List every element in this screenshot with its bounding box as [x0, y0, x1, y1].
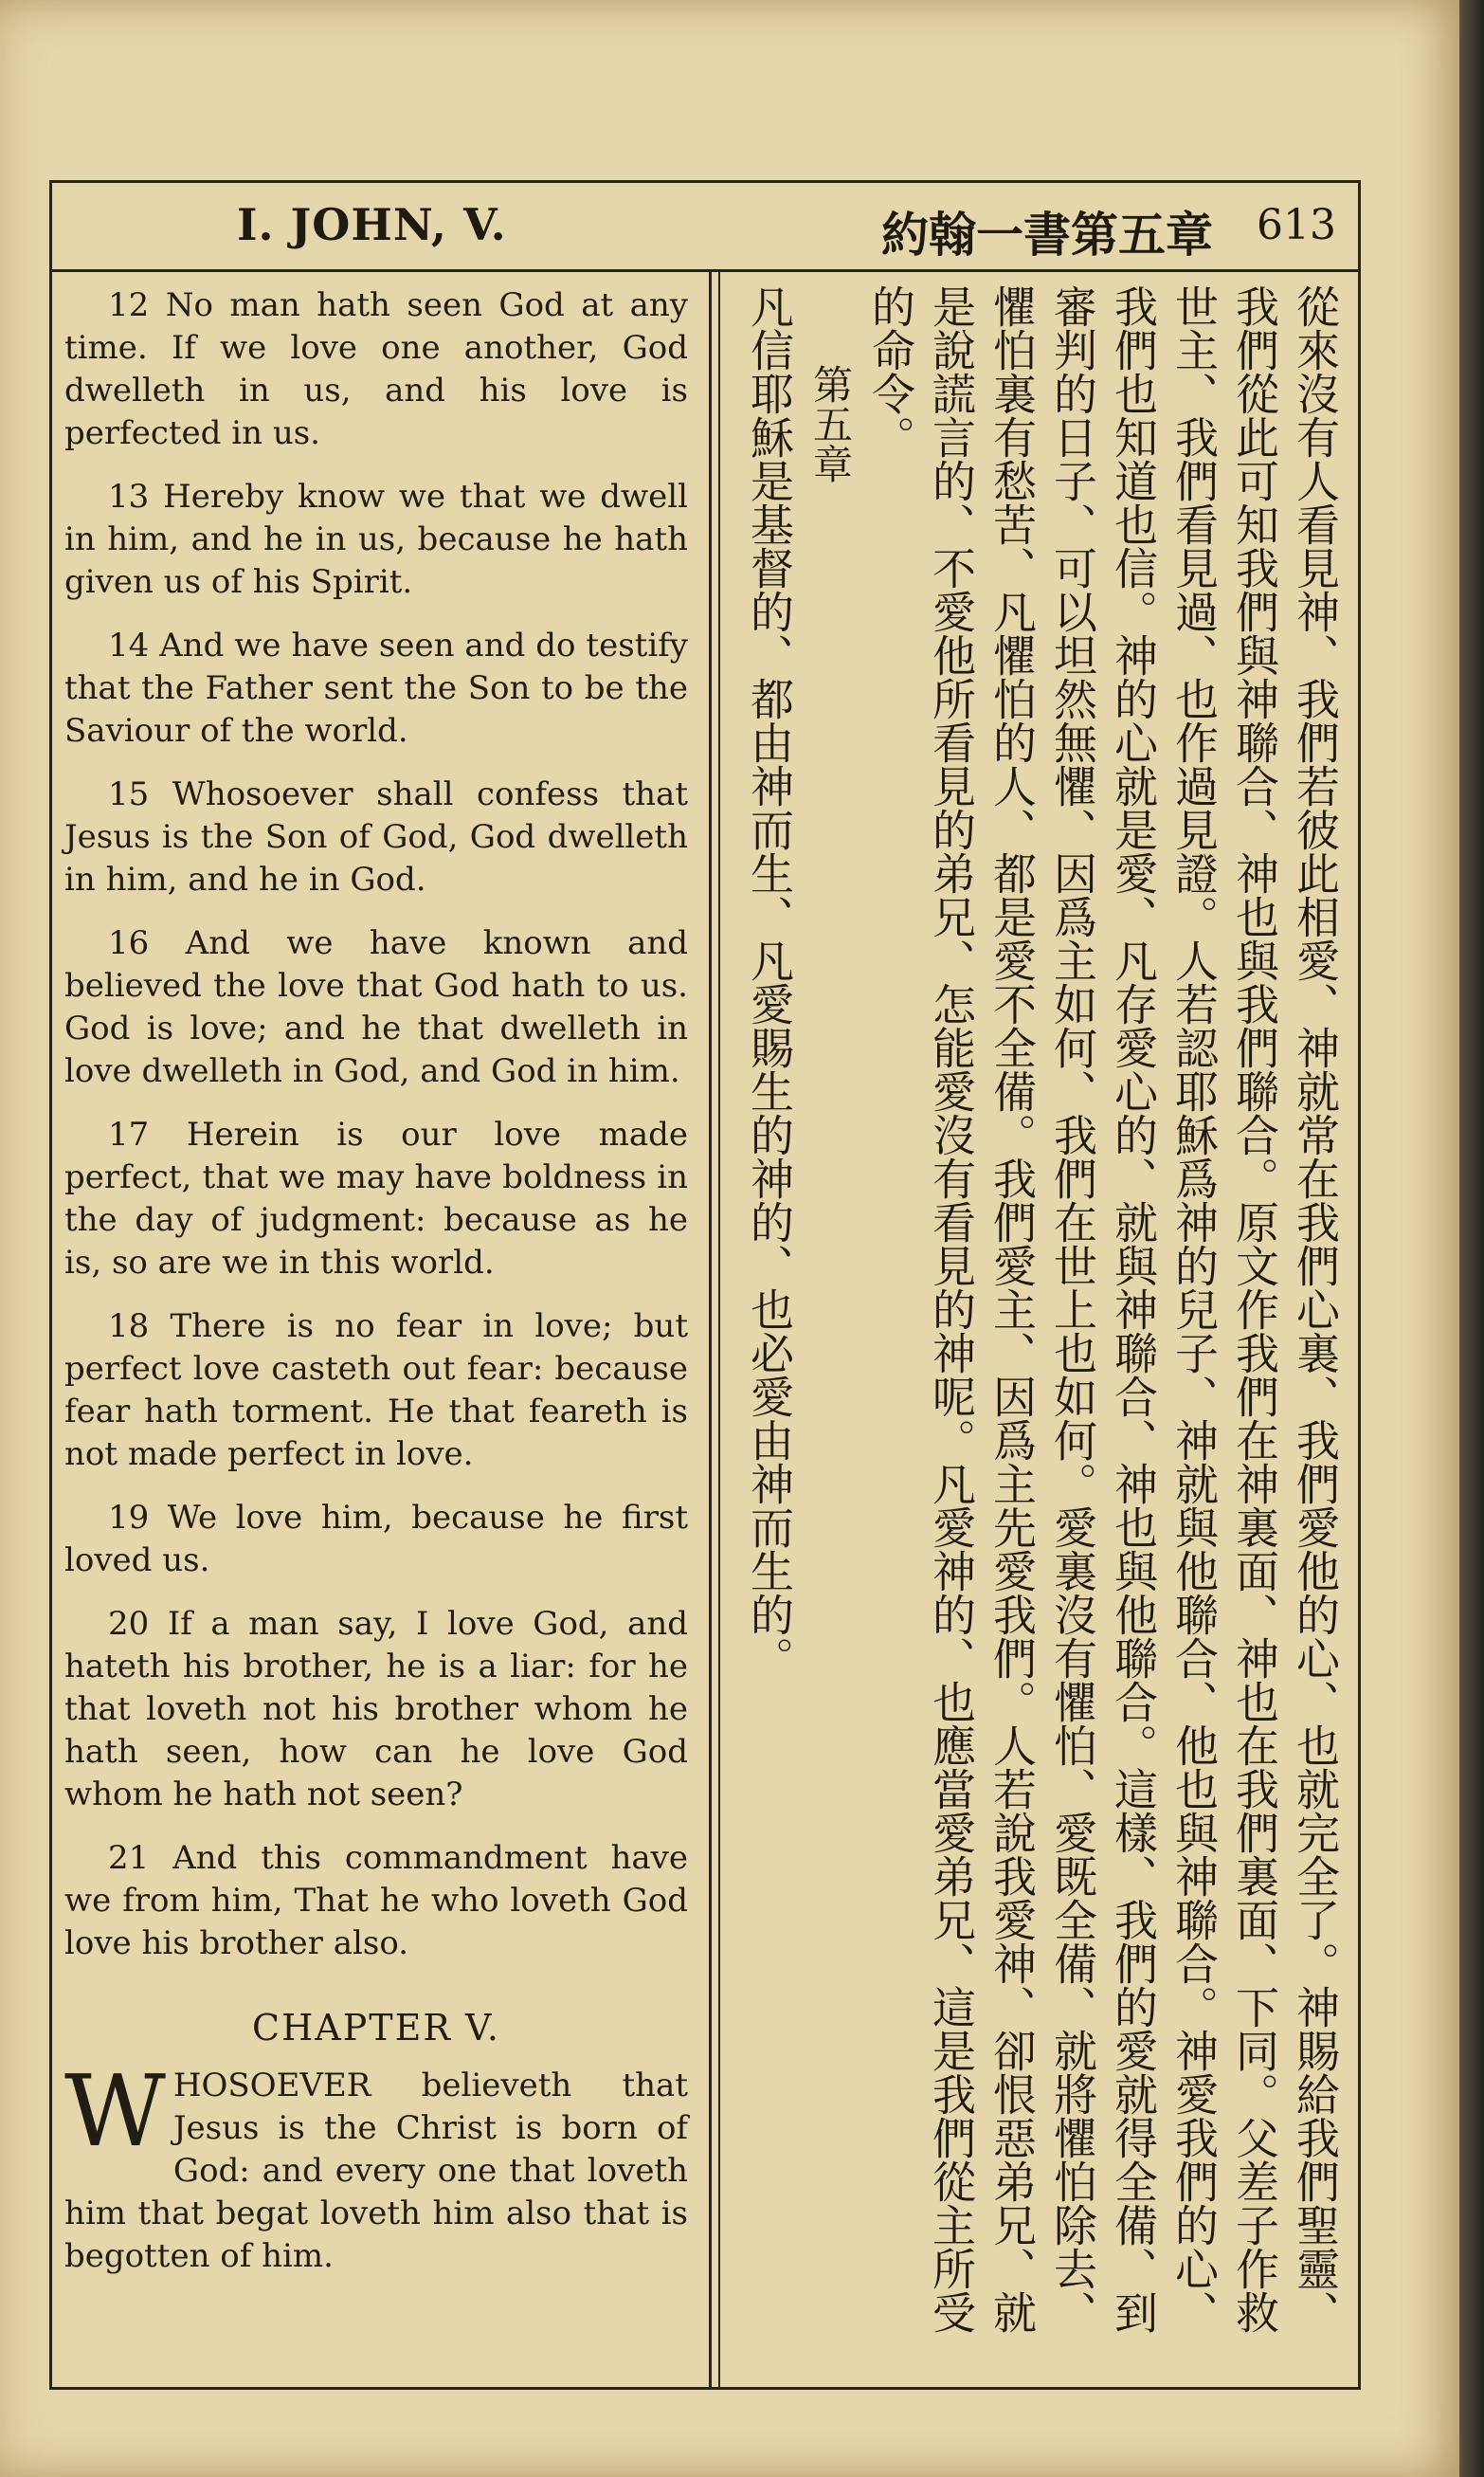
chinese-chapter-5-verse-1: 凡信耶穌是基督的、都由神而生、凡愛賜生的神的、也必愛由神而生的。 [744, 284, 795, 1680]
chapter-5-verse-1 [64, 2053, 688, 2278]
running-title-english: I. JOHN, V. [237, 199, 507, 250]
verse-15: 15 Whosoever shall confess that Jesus is the Son of God, God dwelleth in him, and he in God. [64, 775, 688, 899]
verse-20: 20 If a man say, I love God, and hateth his brother, he is a liar: for he that loveth not his brother whom he hath seen, how can he love God whom he hath not seen? [64, 1605, 688, 1813]
verse-19: 19 We love him, because he first loved us. [64, 1499, 688, 1579]
verse-18: 18 There is no fear in love; but perfect love casteth out fear: because fear hath torment. He that feareth is not made perfect in love. [64, 1307, 688, 1473]
chinese-verses-12-21: 從來沒有人看見神、我們若彼此相愛、神就常在我們心裏、我們愛他的心、也就完全了。神賜給我們聖靈、我們從此可知我們與神聯合、神也與我們聯合。原文作我們在神裏面、神也在我們裏面、下同。父差子作救世主、我們看見過、也作過見證。人若認耶穌爲神的兒子、神就與他聯合、他也與神聯合。神愛我們的心、我們也知道也信。神的心就是愛、凡存愛心的、就與神聯合、神也與他聯合。這樣、我們的愛就得全備、到審判的日子、可以坦然無懼、因爲主如何、我們在世上也如何。愛裏沒有懼怕、愛既全備、就將懼怕除去、懼怕裏有愁苦、凡懼怕的人、都是愛不全備。我們愛主、因爲主先愛我們。人若說我愛神、卻恨惡弟兄、就是說謊言的、不愛他所看見的弟兄、怎能愛沒有看見的神呢。凡愛神的、也應當愛弟兄、這是我們從主所受的命令。 [865, 284, 1341, 2334]
header-rule [49, 269, 1361, 272]
verse-13: 13 Hereby know we that we dwell in him, and he in us, because he hath given us of his Spirit. [64, 478, 688, 601]
chapter-5-verse-1-text: HOSOEVER believeth that Jesus is the Christ is born of God: and every one that loveth him that begat loveth him also that is begotten of him. [64, 2067, 688, 2275]
book-spine [1459, 0, 1484, 2477]
verse-14: 14 And we have seen and do testify that the Father sent the Son to be the Saviour of the world. [64, 627, 688, 750]
column-divider-inner [718, 269, 720, 2387]
verse-16: 16 And we have known and believed the love that God hath to us. God is love; and he that dwelleth in love dwelleth in God, and God in him. [64, 924, 688, 1090]
verse-12: 12 No man hath seen God at any time. If we love one another, God dwelleth in us, and his love is perfected in us. [64, 286, 688, 452]
page-number: 613 [1257, 201, 1336, 249]
chinese-column [732, 284, 1346, 2360]
running-title-chinese: 約翰一書第五章 [881, 207, 1213, 263]
verse-21: 21 And this commandment have we from him, That he who loveth God love his brother also. [64, 1839, 688, 1962]
verse-17: 17 Herein is our love made perfect, that we may have boldness in the day of judgment: because as he is, so are we in this world. [64, 1116, 688, 1282]
chapter-heading-english: CHAPTER V. [252, 2007, 500, 2049]
column-divider [709, 269, 712, 2387]
drop-cap: W [64, 2053, 166, 2169]
english-column [64, 284, 688, 2278]
chapter-heading-chinese: 第五章 [807, 364, 854, 483]
